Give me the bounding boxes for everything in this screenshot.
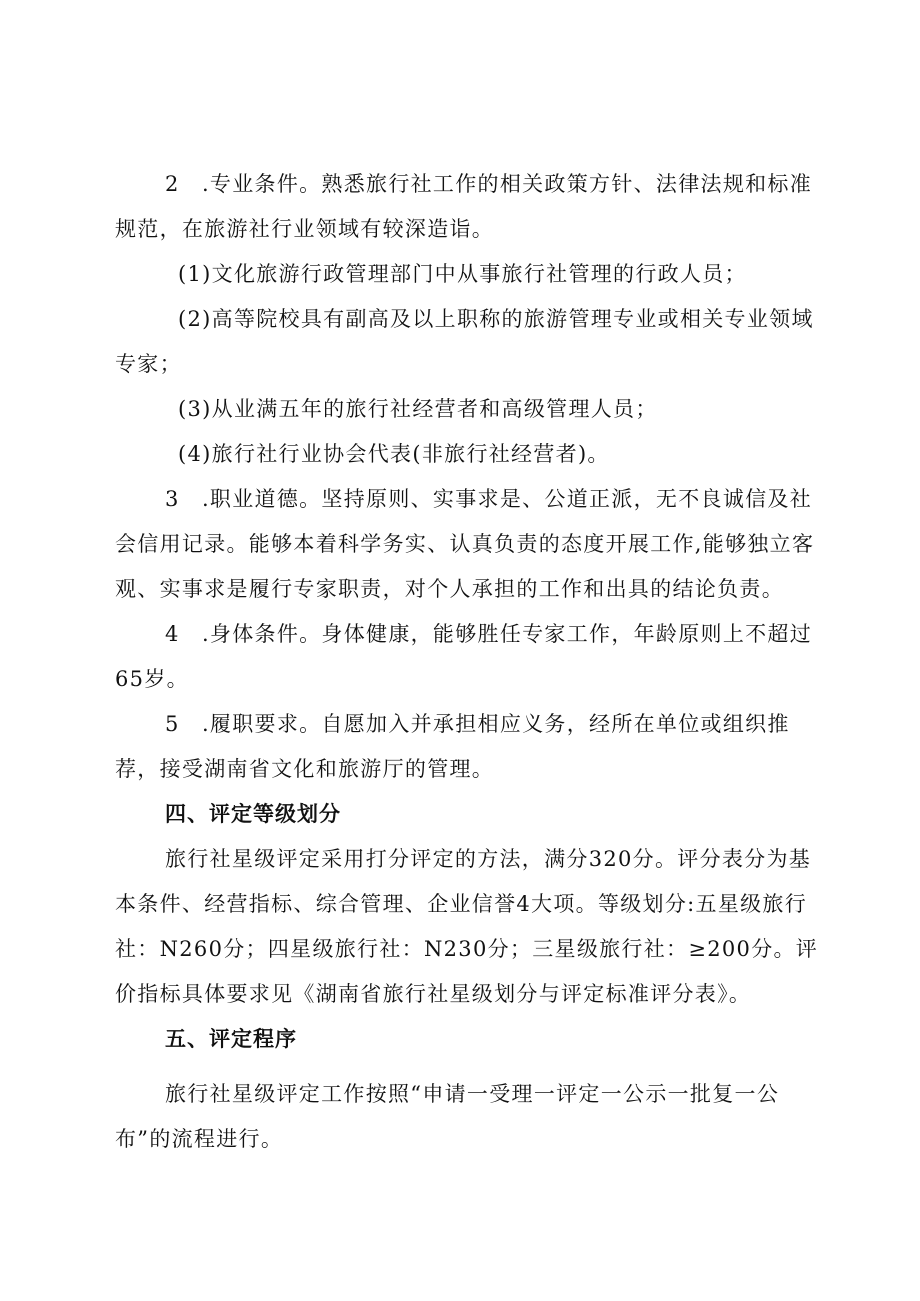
- list-item-4: (4)旅行社行业协会代表(非旅行社经营者)。: [178, 442, 610, 466]
- paragraph-health: 4 .身体条件。身体健康，能够胜任专家工作，年龄原则上不超过65岁。: [115, 622, 813, 691]
- list-item-3: (3)从业满五年的旅行社经营者和高级管理人员；: [178, 397, 658, 421]
- paragraph-duty: 5 .履职要求。自愿加入并承担相应义务，经所在单位或组织推荐，接受湖南省文化和旅游厅的管理。: [115, 712, 790, 781]
- list-item-1: (1)文化旅游行政管理部门中从事旅行社管理的行政人员；: [178, 262, 747, 286]
- paragraph-procedure: 旅行社星级评定工作按照“申请一受理一评定一公示一批复一公布”的流程进行。: [115, 1082, 780, 1151]
- paragraph-professional-conditions: 2 .专业条件。熟悉旅行社工作的相关政策方针、法律法规和标准规范，在旅游社行业领域有较深造诣。: [115, 172, 813, 241]
- list-item-2: (2)高等院校具有副高及以上职称的旅游管理专业或相关专业领域专家；: [115, 307, 814, 376]
- paragraph-grading: 旅行社星级评定采用打分评定的方法，满分320分。评分表分为基本条件、经营指标、综合管理、企业信誉4大项。等级划分:五星级旅行社：N260分；四星级旅行社：N230分；三星级旅行社：≥200分。评价指标具体要求见《湖南省旅行社星级划分与评定标准评分表》。: [115, 847, 819, 1006]
- section-heading-grading: 四、评定等级划分: [165, 802, 341, 826]
- section-heading-procedure: 五、评定程序: [165, 1027, 297, 1051]
- paragraph-ethics: 3 .职业道德。坚持原则、实事求是、公道正派，无不良诚信及社会信用记录。能够本着科学务实、认真负责的态度开展工作,能够独立客观、实事求是履行专家职责，对个人承担的工作和出具的结论负责。: [115, 487, 815, 601]
